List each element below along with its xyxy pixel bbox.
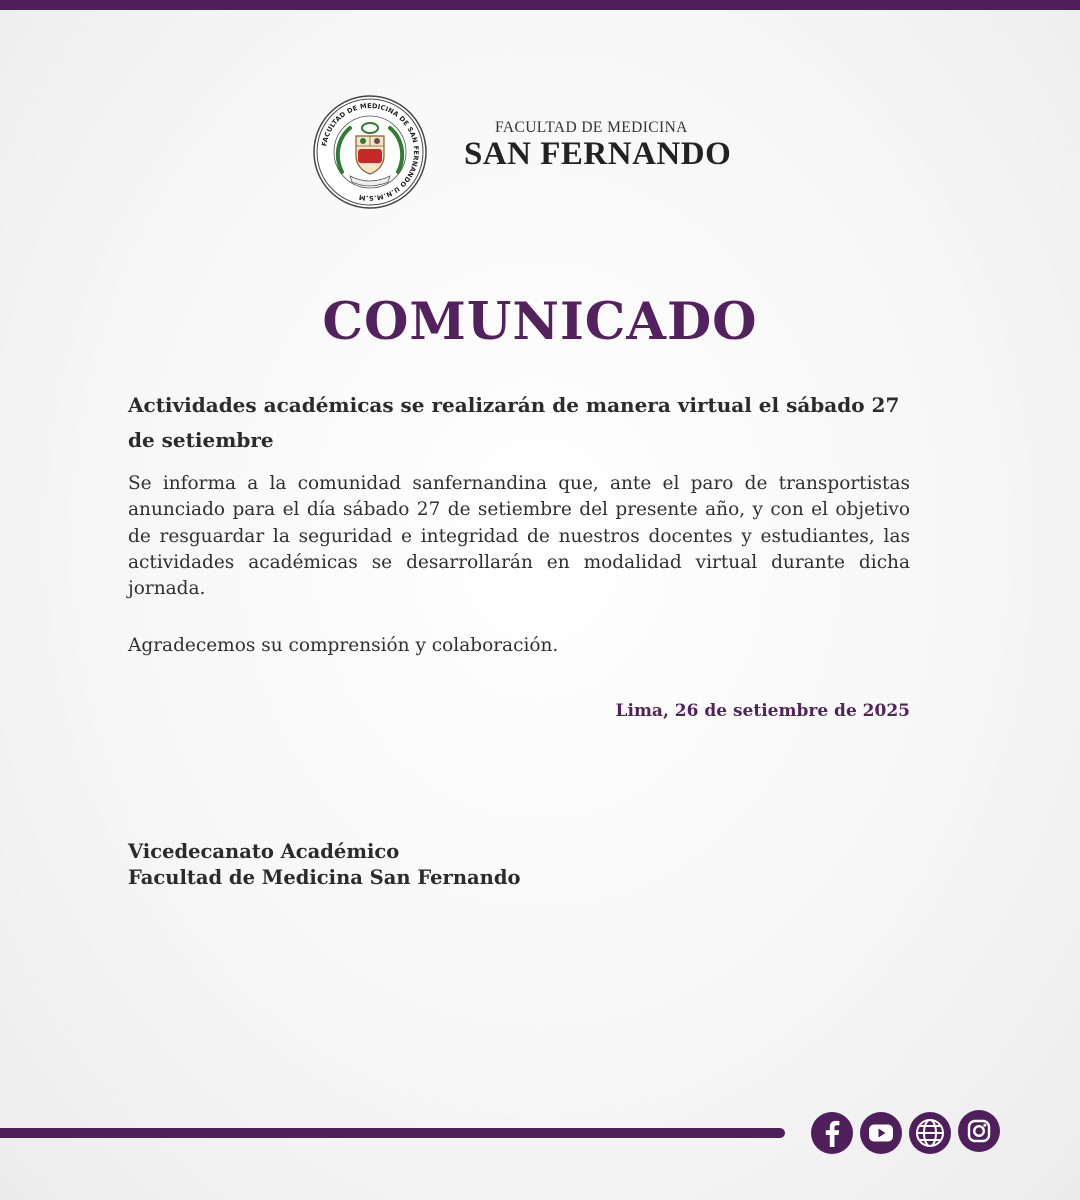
website-link[interactable] <box>909 1112 951 1154</box>
youtube-link[interactable] <box>860 1112 902 1154</box>
notice-subtitle: Actividades académicas se realizarán de manera virtual el sábado 27 de setiembre <box>128 393 900 452</box>
notice-date: Lima, 26 de setiembre de 2025 <box>615 701 910 721</box>
globe-icon <box>909 1112 951 1154</box>
university-seal-logo <box>312 94 428 210</box>
header <box>312 90 752 210</box>
instagram-icon <box>958 1110 1000 1152</box>
facebook-icon <box>811 1112 853 1154</box>
signature-office: Vicedecanato Académico <box>128 840 400 863</box>
top-accent-bar <box>0 0 1080 10</box>
facebook-link[interactable] <box>811 1112 853 1154</box>
signature-faculty: Facultad de Medicina San Fernando <box>128 866 521 889</box>
notice-thanks: Agradecemos su comprensión y colaboración. <box>128 635 559 656</box>
notice-body: Se informa a la comunidad sanfernandina que, ante el paro de transportistas anunciado para el día sábado 27 de setiembre del presente año, y con el objetivo de resguardar la seguridad e integridad de nuestros docentes y estudiantes, las actividades académicas se desarrollarán en modalidad virtual durante dicha jornada. <box>128 473 910 600</box>
page-title: COMUNICADO <box>322 292 758 352</box>
faculty-name-large: SAN FERNANDO <box>464 136 732 172</box>
youtube-icon <box>860 1112 902 1154</box>
bottom-accent-bar <box>0 1128 785 1138</box>
signature-block <box>128 839 520 891</box>
faculty-name-small: FACULTAD DE MEDICINA <box>495 119 688 136</box>
instagram-link[interactable] <box>958 1110 1000 1152</box>
svg-text:FACULTAD DE MEDICINA DE SAN FE: FACULTAD DE MEDICINA DE SAN FERNANDO U.N.M.S.M <box>320 101 421 203</box>
